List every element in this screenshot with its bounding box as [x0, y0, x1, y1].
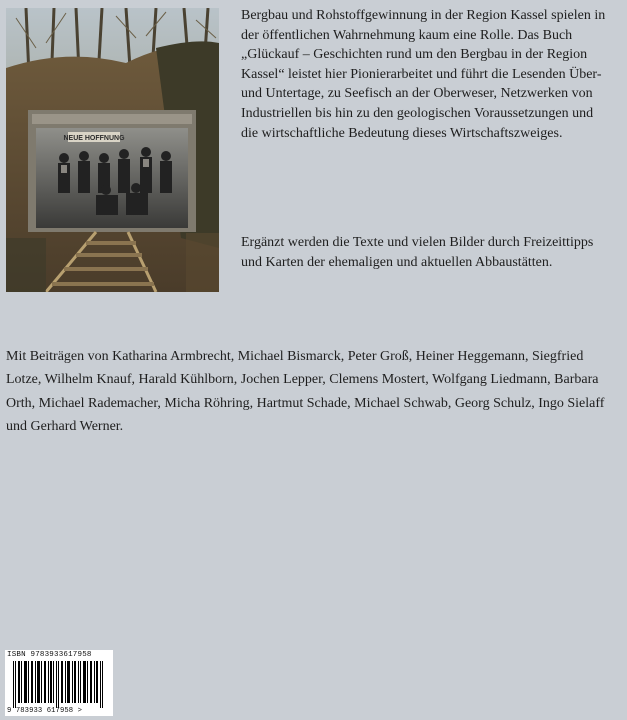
isbn-label: ISBN 9783933617958	[7, 651, 92, 659]
cover-photo	[6, 8, 219, 292]
isbn-barcode	[5, 650, 113, 716]
intro-paragraph-2: Ergänzt werden die Texte und vielen Bilder durch Freizeittipps und Karten der ehemaligen und aktuellen Abbaustätten.	[241, 235, 594, 270]
mine-entrance-photo	[6, 8, 219, 292]
barcode-digits: 9 783933 617958 >	[7, 707, 83, 715]
intro-paragraph-1: Bergbau und Rohstoffgewinnung in der Region Kassel spielen in der öffentlichen Wahrnehmung kaum eine Rolle. Das Buch „Glückauf – Geschichten rund um den Bergbau in der Region Kassel“ leistet hier Pionierarbeitet und führt die Lesenden Über- und Untertage, zu Seefisch an der Oberweser, Netzwerken von Industriellen bis hin zu den geologischen Voraussetzungen und die wirtschaftliche Bedeutung dieses Wirtschaftszweiges.	[241, 8, 606, 141]
sign-text: NEUE HOFFNUNG	[63, 135, 125, 142]
contributors-paragraph: Mit Beiträgen von Katharina Armbrecht, Michael Bismarck, Peter Groß, Heiner Heggemann, Siegfried Lotze, Wilhelm Knauf, Harald Kühlborn, Jochen Lepper, Clemens Mostert, Wolfgang Liedmann, Barbara Orth, Michael Rademacher, Micha Röhring, Hartmut Schade, Michael Schwab, Georg Schulz, Ingo Sielaff und Gerhard Werner.	[6, 349, 605, 435]
